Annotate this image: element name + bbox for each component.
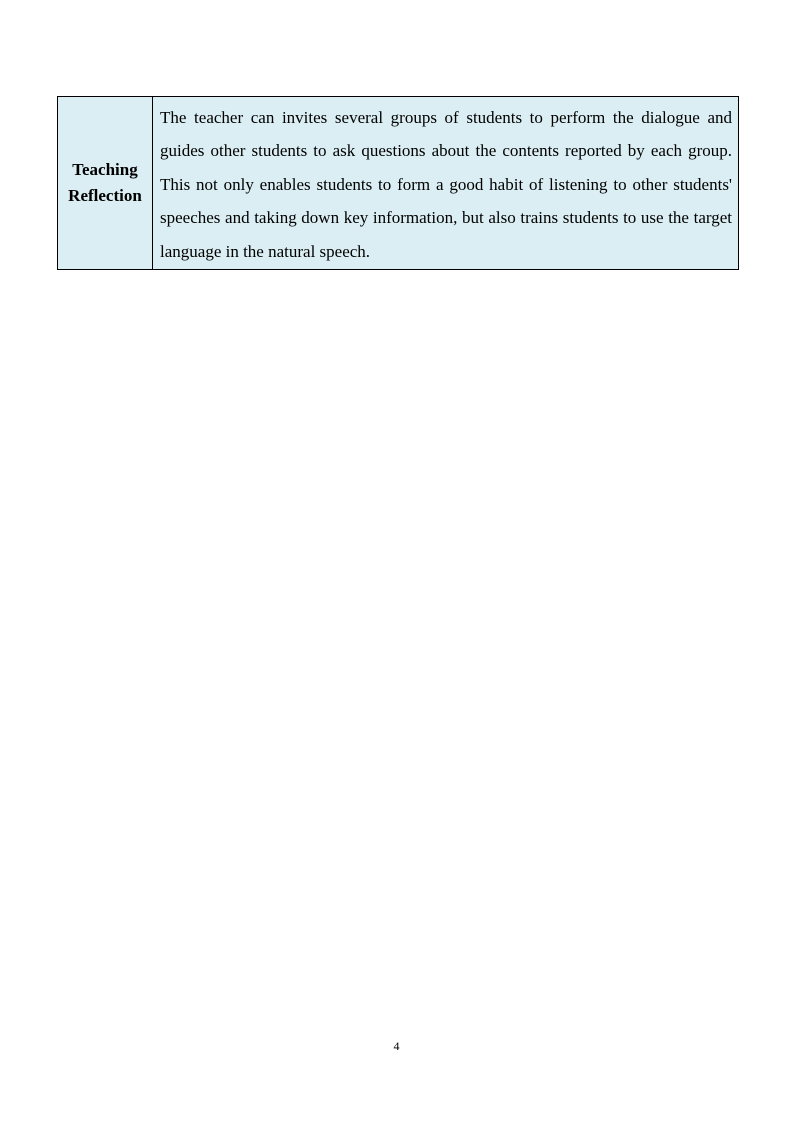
reflection-content: The teacher can invites several groups of students to perform the dialogue and guides other students to ask questions about the contents reported by each group. This not only enables students to form a good habit of listening to other students' speeches and taking down key information, but also trains students to use the target language in the natural speech. <box>153 97 739 270</box>
row-label-line2: Reflection <box>68 186 142 206</box>
row-label-line1: Teaching <box>72 160 138 180</box>
table-row <box>58 97 739 270</box>
row-label-cell <box>58 97 153 270</box>
page-number: 4 <box>393 1039 400 1053</box>
teaching-reflection-table <box>57 96 739 270</box>
